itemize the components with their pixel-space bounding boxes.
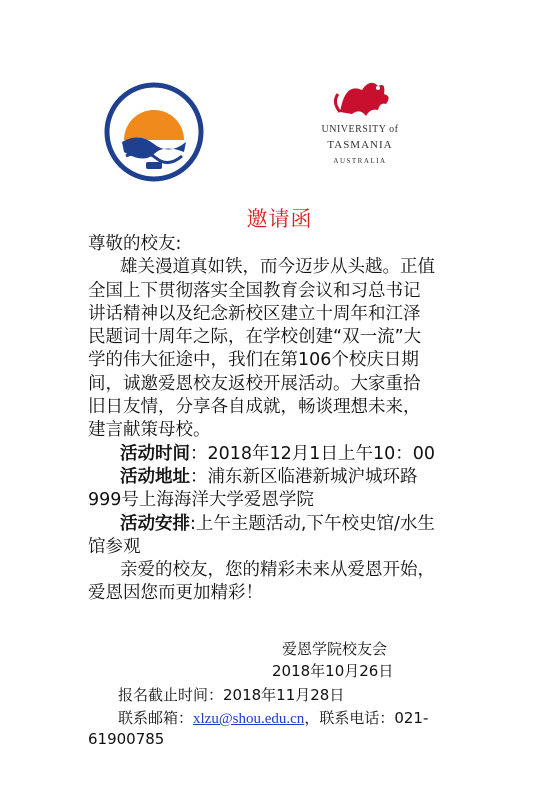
paragraph-line: 旧日友情，分享各自成就，畅谈理想未来， <box>88 397 421 418</box>
contact-line <box>118 707 428 728</box>
paragraph-line: 全国上下贯彻落实全国教育会议和习总书记 <box>88 280 421 301</box>
greeting: 尊敬的校友: <box>88 234 182 254</box>
event-place-value: ：浦东新区临港新城沪城环路 <box>190 466 418 487</box>
mail-label: 联系邮箱： <box>118 709 194 727</box>
paragraph-line: 学的伟大征途中，我们在第106个校庆日期 <box>88 350 419 371</box>
event-time-value: ：2018年12月1日上午10：00 <box>190 443 435 464</box>
university-of-tasmania-logo <box>300 72 420 172</box>
phone-number: 61900785 <box>88 730 165 748</box>
event-place-line2: 999号上海海洋大学爱恩学院 <box>88 490 314 511</box>
utas-line2: TASMANIA <box>327 139 393 151</box>
signature-date: 2018年10月26日 <box>272 662 394 680</box>
closing-line: 爱恩因您而更加精彩！ <box>88 583 263 604</box>
event-schedule-value: :上午主题活动,下午校史馆/水生 <box>190 513 435 534</box>
paragraph-line: 建言献策母校。 <box>88 420 211 441</box>
utas-line3: AUSTRALIA <box>333 157 387 165</box>
utas-line1: UNIVERSITY of <box>321 124 399 135</box>
event-schedule <box>88 513 498 536</box>
event-place-label: 活动地址 <box>120 466 190 487</box>
event-place <box>88 466 498 489</box>
event-time <box>88 443 498 466</box>
event-schedule-line2: 馆参观 <box>88 536 141 557</box>
event-time-label: 活动时间 <box>120 443 190 464</box>
paragraph-line: 间，诚邀爱恩校友返校开展活动。大家重拾 <box>88 373 421 394</box>
paragraph-line: 讲话精神以及纪念新校区建立十周年和江泽 <box>88 303 421 324</box>
paragraph-line: 民题词十周年之际，在学校创建“双一流”大 <box>88 327 422 348</box>
event-schedule-label: 活动安排 <box>120 513 190 534</box>
letter-body <box>88 233 498 606</box>
shanghai-ocean-university-logo <box>104 82 204 182</box>
closing-line: 亲爱的校友，您的精彩未来从爱恩开始， <box>120 560 435 581</box>
email-link[interactable]: xlzu@shou.edu.cn <box>193 711 305 727</box>
signature-org: 爱恩学院校友会 <box>282 640 388 658</box>
registration-deadline: 报名截止时间：2018年11月28日 <box>118 686 345 704</box>
phone-label: ，联系电话：021- <box>304 709 429 727</box>
invitation-title: 邀请函 <box>246 207 313 231</box>
paragraph-line: 雄关漫道真如铁，而今迈步从头越。正值 <box>120 257 435 278</box>
